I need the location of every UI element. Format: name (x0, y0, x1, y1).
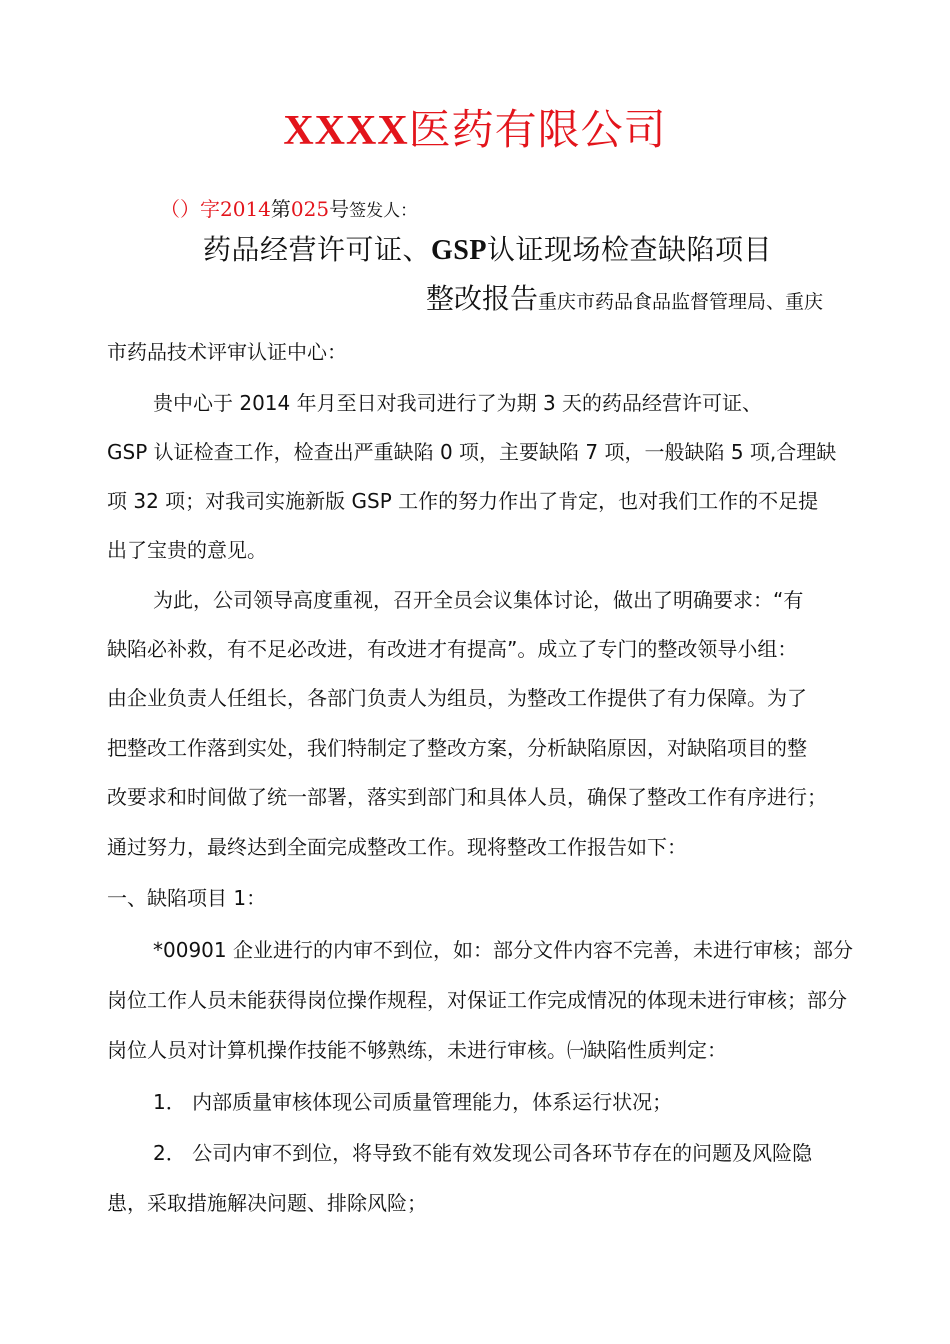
paragraph-line: 改要求和时间做了统一部署，落实到部门和具体人员，确保了整改工作有序进行； (107, 785, 827, 809)
company-title (0, 104, 950, 157)
paragraph-line: 出了宝贵的意见。 (107, 538, 267, 562)
paragraph-line: 由企业负责人任组长，各部门负责人为组员，为整改工作提供了有力保障。为了 (107, 686, 807, 710)
company-title-latin: XXXX (283, 108, 409, 154)
numbered-item: 1． 内部质量审核体现公司质量管理能力，体系运行状况； (153, 1090, 673, 1114)
paragraph-line: 贵中心于 2014 年月至日对我司进行了为期 3 天的药品经营许可证、 (153, 391, 763, 415)
paragraph-line: 患，采取措施解决问题、排除风险； (107, 1191, 427, 1215)
paragraph-line: GSP 认证检查工作，检查出严重缺陷 0 项，主要缺陷 7 项，一般缺陷 5 项,合理缺 (107, 440, 837, 464)
paragraph-line: *00901 企业进行的内审不到位，如：部分文件内容不完善，未进行审核；部分 (153, 938, 853, 962)
document-number-line (160, 195, 417, 225)
doc-year: 2014 (220, 197, 271, 221)
paragraph-line: 岗位工作人员未能获得岗位操作规程，对保证工作完成情况的体现未进行审核；部分 (107, 988, 847, 1012)
subtitle-gsp: GSP (431, 235, 487, 266)
paragraph-line: 通过努力，最终达到全面完成整改工作。现将整改工作报告如下： (107, 835, 687, 859)
doc-mid: 第 (270, 197, 291, 221)
paragraph-line: 为此，公司领导高度重视，召开全员会议集体讨论，做出了明确要求：“有 (153, 588, 804, 612)
subtitle-part-c: 认证现场检查缺陷项目 (486, 233, 772, 266)
signer-label: 签发人： (349, 201, 418, 221)
paragraph-line: 岗位人员对计算机操作技能不够熟练，未进行审核。㈠缺陷性质判定： (107, 1038, 727, 1062)
addressee-end: 市药品技术评审认证中心： (107, 340, 347, 364)
doc-suffix: 号 (329, 197, 350, 221)
report-subtitle-line2 (426, 280, 823, 321)
section-heading: 一、缺陷项目 1： (107, 886, 267, 910)
doc-prefix: （）字 (160, 197, 220, 221)
paragraph-line: 把整改工作落到实处，我们特制定了整改方案，分析缺陷原因，对缺陷项目的整 (107, 736, 807, 760)
doc-num: 025 (290, 197, 330, 221)
report-subtitle-line1 (203, 231, 772, 270)
subtitle-report: 整改报告 (426, 282, 539, 315)
company-title-cn: 医药有限公司 (408, 105, 667, 154)
numbered-item: 2． 公司内审不到位，将导致不能有效发现公司各环节存在的问题及风险隐 (153, 1141, 813, 1165)
paragraph-line: 项 32 项；对我司实施新版 GSP 工作的努力作出了肯定，也对我们工作的不足提 (107, 489, 819, 513)
addressee-start: 重庆市药品食品监督管理局、重庆 (538, 291, 824, 313)
subtitle-part-a: 药品经营许可证、 (203, 233, 432, 266)
paragraph-line: 缺陷必补救，有不足必改进，有改进才有提高”。成立了专门的整改领导小组： (107, 637, 798, 661)
